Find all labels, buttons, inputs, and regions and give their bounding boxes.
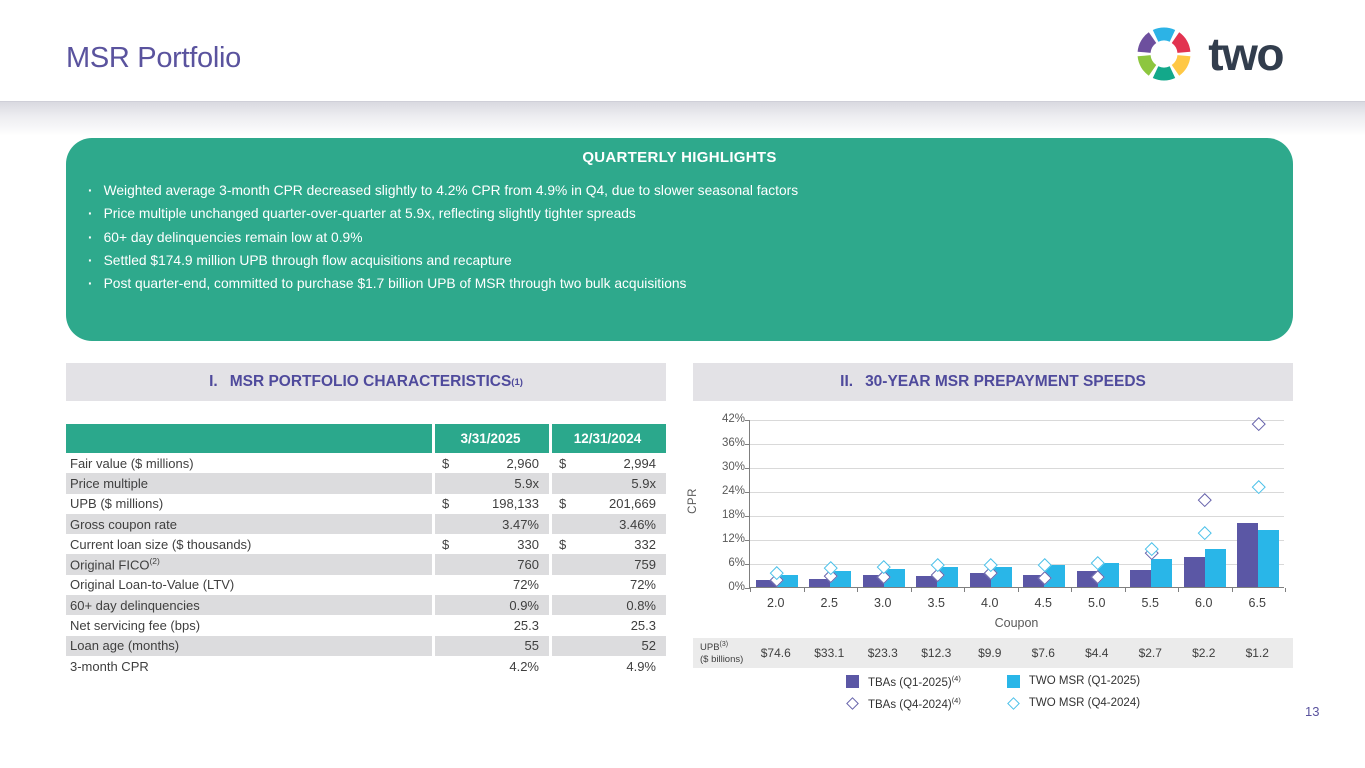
chart-bar	[1151, 559, 1172, 587]
cell-value: 0.8%	[626, 597, 656, 613]
x-axis-title: Coupon	[994, 616, 1039, 630]
legend-swatch-diamond	[846, 697, 859, 710]
footnote-marker: (1)	[511, 376, 523, 388]
prepayment-speeds-chart	[686, 403, 1293, 636]
upb-value: $33.1	[814, 646, 845, 660]
upb-value: $12.3	[921, 646, 952, 660]
y-tick-label: 12%	[721, 533, 745, 545]
chart-bar	[809, 579, 830, 587]
cell-value: 3.47%	[502, 516, 539, 532]
highlight-bullet: · Post quarter-end, committed to purchase $1.7 billion UPB of MSR through two bulk acquisitions	[88, 272, 1293, 295]
row-label: Current loan size ($ thousands)	[70, 536, 252, 552]
row-label: Price multiple	[70, 475, 149, 491]
dollar-sign: $	[559, 496, 567, 512]
gridline	[750, 468, 1284, 469]
x-tick	[1178, 588, 1179, 592]
highlight-bullet: · Weighted average 3-month CPR decreased slightly to 4.2% CPR from 4.9% in Q4, due to slower seasonal factors	[88, 179, 1293, 202]
logo-segment	[1144, 38, 1152, 53]
legend-swatch-diamond	[1007, 697, 1020, 710]
value-cell	[549, 636, 666, 656]
cell-value: 5.9x	[514, 475, 539, 491]
page-title: MSR Portfolio	[66, 42, 241, 74]
cell-value: 760	[517, 557, 539, 573]
table-row	[66, 494, 666, 514]
cell-value: 2,960	[506, 455, 539, 471]
highlight-bullet: · Price multiple unchanged quarter-over-quarter at 5.9x, reflecting slightly tighter spreads	[88, 202, 1293, 225]
y-tick-label: 36%	[721, 437, 745, 449]
legend-item	[1007, 674, 1140, 689]
page-number: 13	[1305, 704, 1320, 719]
dollar-sign: $	[442, 496, 450, 512]
footnote-marker: (4)	[951, 695, 961, 705]
row-label: Original FICO$^{(2)}$	[70, 556, 160, 573]
upb-sublabel-text: ($ billions)	[700, 654, 744, 666]
table-row	[66, 636, 666, 656]
highlight-bullet: · 60+ day delinquencies remain low at 0.9%	[88, 226, 1293, 249]
table-row	[66, 615, 666, 635]
x-tick-label: 3.5	[927, 596, 945, 610]
section-title: MSR PORTFOLIO CHARACTERISTICS	[229, 373, 512, 390]
value-cell	[549, 494, 666, 514]
value-cell	[432, 453, 549, 473]
footnote-marker: (3)	[719, 641, 729, 648]
y-tick	[745, 516, 750, 517]
chart-diamond-marker	[1198, 526, 1211, 539]
cell-value: 201,669	[609, 496, 656, 512]
logo-segment	[1156, 34, 1173, 36]
value-cell	[549, 473, 666, 493]
table-row	[66, 575, 666, 595]
x-tick-label: 4.0	[981, 596, 999, 610]
legend-label: TWO MSR (Q1-2025)	[1028, 675, 1141, 688]
upb-value: $23.3	[867, 646, 898, 660]
upb-label-text: UPB	[700, 642, 720, 654]
x-tick	[857, 588, 858, 592]
y-axis-title: CPR	[686, 488, 699, 514]
cell-value: 4.9%	[626, 658, 656, 674]
table-row	[66, 453, 666, 473]
cell-value: 2,994	[623, 455, 656, 471]
y-tick	[745, 468, 750, 469]
dollar-sign: $	[559, 455, 567, 471]
cell-value: 4.2%	[509, 658, 539, 674]
y-tick	[745, 540, 750, 541]
value-cell	[549, 534, 666, 554]
chart-legend	[693, 674, 1293, 711]
x-tick-label: 4.5	[1034, 596, 1052, 610]
cell-value: 330	[517, 536, 539, 552]
header-divider	[0, 101, 1365, 136]
x-tick	[1125, 588, 1126, 592]
column-header: 12/31/2024	[549, 424, 666, 453]
y-tick	[745, 492, 750, 493]
chart-bar	[1184, 557, 1205, 587]
row-label: Fair value ($ millions)	[70, 455, 194, 471]
value-cell	[432, 615, 549, 635]
gridline	[750, 516, 1284, 517]
logo	[1133, 22, 1283, 86]
row-label: Net servicing fee (bps)	[70, 618, 201, 634]
cell-value: 25.3	[513, 618, 539, 634]
y-tick	[745, 420, 750, 421]
chart-bar	[1205, 549, 1226, 587]
row-label: UPB ($ millions)	[70, 496, 164, 512]
cell-value: 198,133	[492, 496, 539, 512]
cell-value: 52	[641, 638, 656, 654]
x-tick-label: 6.5	[1248, 596, 1266, 610]
cell-value: 0.9%	[509, 597, 539, 613]
row-label: Original Loan-to-Value (LTV)	[70, 577, 235, 593]
logo-segment	[1156, 72, 1173, 74]
row-label: Gross coupon rate	[70, 516, 177, 532]
value-cell	[432, 494, 549, 514]
y-tick	[745, 444, 750, 445]
upb-value: $2.7	[1138, 646, 1162, 660]
value-cell	[549, 453, 666, 473]
row-label: Loan age (months)	[70, 638, 180, 654]
diamond-icon	[846, 697, 859, 710]
gridline	[750, 420, 1284, 421]
footnote-marker: (4)	[951, 674, 961, 683]
value-cell	[549, 554, 666, 574]
highlight-bullet: · Settled $174.9 million UPB through flow acquisitions and recapture	[88, 249, 1293, 272]
upb-value: $1.2	[1245, 646, 1269, 660]
chart-diamond-marker	[1198, 493, 1211, 506]
chart-bar	[1258, 530, 1279, 587]
value-cell	[432, 514, 549, 534]
logo-wordmark: two	[1208, 28, 1283, 80]
y-tick-label: 42%	[721, 413, 745, 425]
msr-characteristics-table	[66, 424, 666, 676]
section-number: II.	[840, 373, 854, 390]
logo-segment	[1144, 56, 1152, 71]
table-row	[66, 656, 666, 676]
value-cell	[432, 534, 549, 554]
legend-item	[846, 696, 961, 711]
section-number: I.	[209, 373, 218, 390]
cell-value: 5.9x	[631, 475, 656, 491]
quarterly-highlights-panel	[66, 138, 1293, 341]
value-cell	[432, 473, 549, 493]
logo-segment	[1176, 56, 1184, 71]
x-tick	[1285, 588, 1286, 592]
table-row	[66, 473, 666, 493]
cell-value: 759	[634, 557, 656, 573]
chart-bar	[1130, 570, 1151, 587]
y-tick-label: 0%	[728, 581, 745, 593]
table-header-row	[66, 424, 666, 453]
y-tick-label: 6%	[728, 557, 745, 569]
table-row	[66, 514, 666, 534]
x-tick-label: 6.0	[1195, 596, 1213, 610]
quarterly-highlights-title: QUARTERLY HIGHLIGHTS	[582, 149, 777, 166]
cell-value: 25.3	[630, 618, 656, 634]
table-row	[66, 534, 666, 554]
row-label: 3-month CPR	[70, 658, 149, 674]
table-row	[66, 595, 666, 615]
x-tick	[1232, 588, 1233, 592]
characteristics-section-header	[66, 363, 666, 401]
value-cell	[432, 595, 549, 615]
x-tick-label: 3.0	[874, 596, 892, 610]
row-label: 60+ day delinquencies	[70, 597, 200, 613]
upb-value: $2.2	[1192, 646, 1216, 660]
legend-item	[846, 674, 961, 689]
x-tick-label: 5.5	[1141, 596, 1159, 610]
legend-item	[1007, 696, 1140, 711]
y-tick-label: 30%	[721, 461, 745, 473]
y-tick-label: 18%	[721, 509, 745, 521]
value-cell	[549, 514, 666, 534]
value-cell	[432, 656, 549, 676]
gridline	[750, 540, 1284, 541]
legend-label: TBAs $(Q4-2024)^{(4)}$	[867, 695, 961, 711]
cell-value: 72%	[512, 577, 539, 593]
legend-label: TWO MSR (Q4-2024)	[1028, 697, 1141, 710]
x-tick-label: 2.5	[820, 596, 838, 610]
x-tick	[804, 588, 805, 592]
upb-value: $7.6	[1031, 646, 1055, 660]
y-tick	[745, 564, 750, 565]
y-tick-label: 24%	[721, 485, 745, 497]
value-cell	[432, 575, 549, 595]
cell-value: 72%	[629, 577, 656, 593]
table-row	[66, 554, 666, 574]
cell-value: 3.46%	[619, 516, 656, 532]
dollar-sign: $	[442, 455, 450, 471]
value-cell	[432, 554, 549, 574]
x-tick	[964, 588, 965, 592]
logo-segment	[1176, 38, 1184, 53]
upb-value: $4.4	[1085, 646, 1109, 660]
two-logo-icon	[1133, 23, 1195, 85]
chart-plot-area	[749, 420, 1284, 588]
chart-bar	[1237, 523, 1258, 587]
legend-swatch-square	[1007, 675, 1020, 688]
upb-strip	[693, 638, 1293, 668]
dollar-sign: $	[442, 536, 450, 552]
x-tick	[1071, 588, 1072, 592]
legend-swatch-square	[846, 675, 859, 688]
upb-value: $9.9	[978, 646, 1002, 660]
x-tick-label: 5.0	[1088, 596, 1106, 610]
highlights-list	[66, 179, 1293, 295]
x-tick	[1018, 588, 1019, 592]
value-cell	[549, 595, 666, 615]
upb-strip-label	[700, 641, 743, 666]
value-cell	[549, 615, 666, 635]
prepayment-section-header	[693, 363, 1293, 401]
diamond-icon	[1007, 697, 1020, 710]
cell-value: 332	[634, 536, 656, 552]
value-cell	[432, 636, 549, 656]
upb-value: $74.6	[760, 646, 791, 660]
section-title: 30-YEAR MSR PREPAYMENT SPEEDS	[865, 373, 1146, 390]
value-cell	[549, 656, 666, 676]
gridline	[750, 444, 1284, 445]
legend-label: TBAs $(Q1-2025)^{(4)}$	[867, 674, 961, 689]
x-tick-label: 2.0	[767, 596, 785, 610]
cell-value: 55	[524, 638, 539, 654]
x-tick	[750, 588, 751, 592]
column-header: 3/31/2025	[432, 424, 549, 453]
value-cell	[549, 575, 666, 595]
footnote-marker: (2)	[149, 556, 160, 567]
dollar-sign: $	[559, 536, 567, 552]
x-tick	[911, 588, 912, 592]
